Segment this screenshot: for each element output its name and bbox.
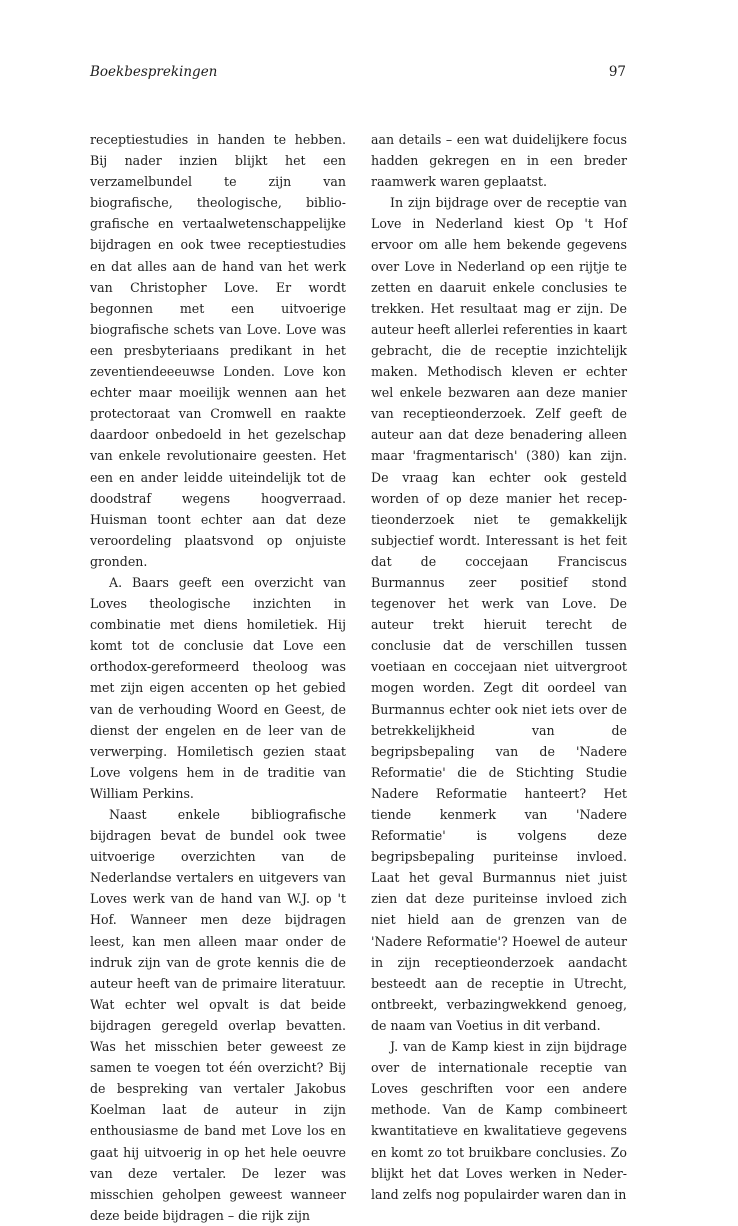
paragraph: receptiestudies in handen te hebben. Bij nader inzien blijkt het een verzamelbundel te zijn van biografische, theologische, bibliografische en vertaalwetenschappelijke bijdragen en ook twee receptiestudies en dat alles aan de hand van het werk van Christopher Love. Er wordt begonnen met een uitvoerige biografische schets van Love. Love was een presbyteriaans predikant in het zeventiendeeeuwse Londen. Love kon echter maar moeilijk wennen aan het protectoraat van Cromwell en raakte daardoor onbedoeld in het gezelschap van enkele revolutionaire geesten. Het een en ander leidde uiteindelijk tot de doodstraf wegens hoogverraad. Huisman toont echter aan dat deze veroordeling plaatsvond op onjuiste gronden.	[90, 132, 346, 569]
page-number: 97	[608, 64, 626, 80]
left-column	[90, 129, 346, 1226]
paragraph: In zijn bijdrage over de receptie van Love in Nederland kiest Op 't Hof ervoor om alle hem bekende gegevens over Love in Nederland op een rijtje te zetten en daaruit enkele conclusies te trekken. Het resultaat mag er zijn. De auteur heeft allerlei referenties in kaart gebracht, die de receptie inzichtelijk maken. Methodisch kleven er echter wel enkele bezwaren aan deze manier van receptieonderzoek. Zelf geeft de auteur aan dat deze benadering alleen maar 'fragmentarisch' (380) kan zijn. De vraag kan echter ook gesteld worden of op deze manier het receptieonderzoek niet te gemakkelijk subjectief wordt. Interessant is het feit dat de coccejaan Franciscus Burmannus zeer positief stond tegenover het werk van Love. De auteur trekt hieruit terecht de conclusie dat de verschillen tussen voetiaan en coccejaan niet uitvergroot mogen worden. Zegt dit oordeel van Burmannus echter ook niet iets over de betrekkelijkheid van de begripsbepaling van de 'Nadere Reformatie' die de Stichting Studie Nadere Reformatie hanteert? Het tiende kenmerk van 'Nadere Reformatie' is volgens deze begripsbepaling puriteinse invloed. Laat het geval Burmannus niet juist zien dat deze puriteinse invloed zich niet hield aan de grenzen van de 'Nadere Reformatie'? Hoewel de auteur in zijn receptieonderzoek aandacht besteedt aan de receptie in Utrecht, ontbreekt, verbazingwekkend genoeg, de naam van Voetius in dit verband.	[371, 195, 627, 1033]
paragraph: J. van de Kamp kiest in zijn bijdrage over de internationale receptie van Loves geschriften voor een andere methode. Van de Kamp combineert kwantitatieve en kwalitatieve gegevens en komt zo tot bruikbare conclusies. Zo blijkt het dat Loves werken in Nederland zelfs nog populairder waren dan in	[371, 1039, 627, 1202]
right-column	[371, 129, 627, 1205]
paragraph: Naast enkele bibliografische bijdragen bevat de bundel ook twee uitvoerige overzichten van de Nederlandse vertalers en uitgevers van Loves werk van de hand van W.J. op 't Hof. Wanneer men deze bijdragen leest, kan men alleen maar onder de indruk zijn van de grote kennis die de auteur heeft van de primaire literatuur. Wat echter wel opvalt is dat beide bijdragen geregeld overlap bevatten. Was het misschien beter geweest ze samen te voegen tot één overzicht? Bij de bespreking van vertaler Jakobus Koelman laat de auteur in zijn enthousiasme de band met Love los en gaat hij uitvoerig in op het hele oeuvre van deze vertaler. De lezer was misschien geholpen geweest wanneer deze beide bijdragen – die rijk zijn	[90, 807, 346, 1223]
running-head: Boekbesprekingen	[90, 64, 218, 80]
paragraph: aan details – een wat duidelijkere focus hadden gekregen en in een breder raamwerk waren geplaatst.	[371, 132, 627, 190]
page-header	[90, 64, 626, 86]
paragraph: A. Baars geeft een overzicht van Loves theologische inzichten in combinatie met diens homiletiek. Hij komt tot de conclusie dat Love een orthodox-gereformeerd theoloog was met zijn eigen accenten op het gebied van de verhouding Woord en Geest, de dienst der engelen en de leer van de verwerping. Homiletisch gezien staat Love volgens hem in de traditie van William Perkins.	[90, 574, 346, 801]
